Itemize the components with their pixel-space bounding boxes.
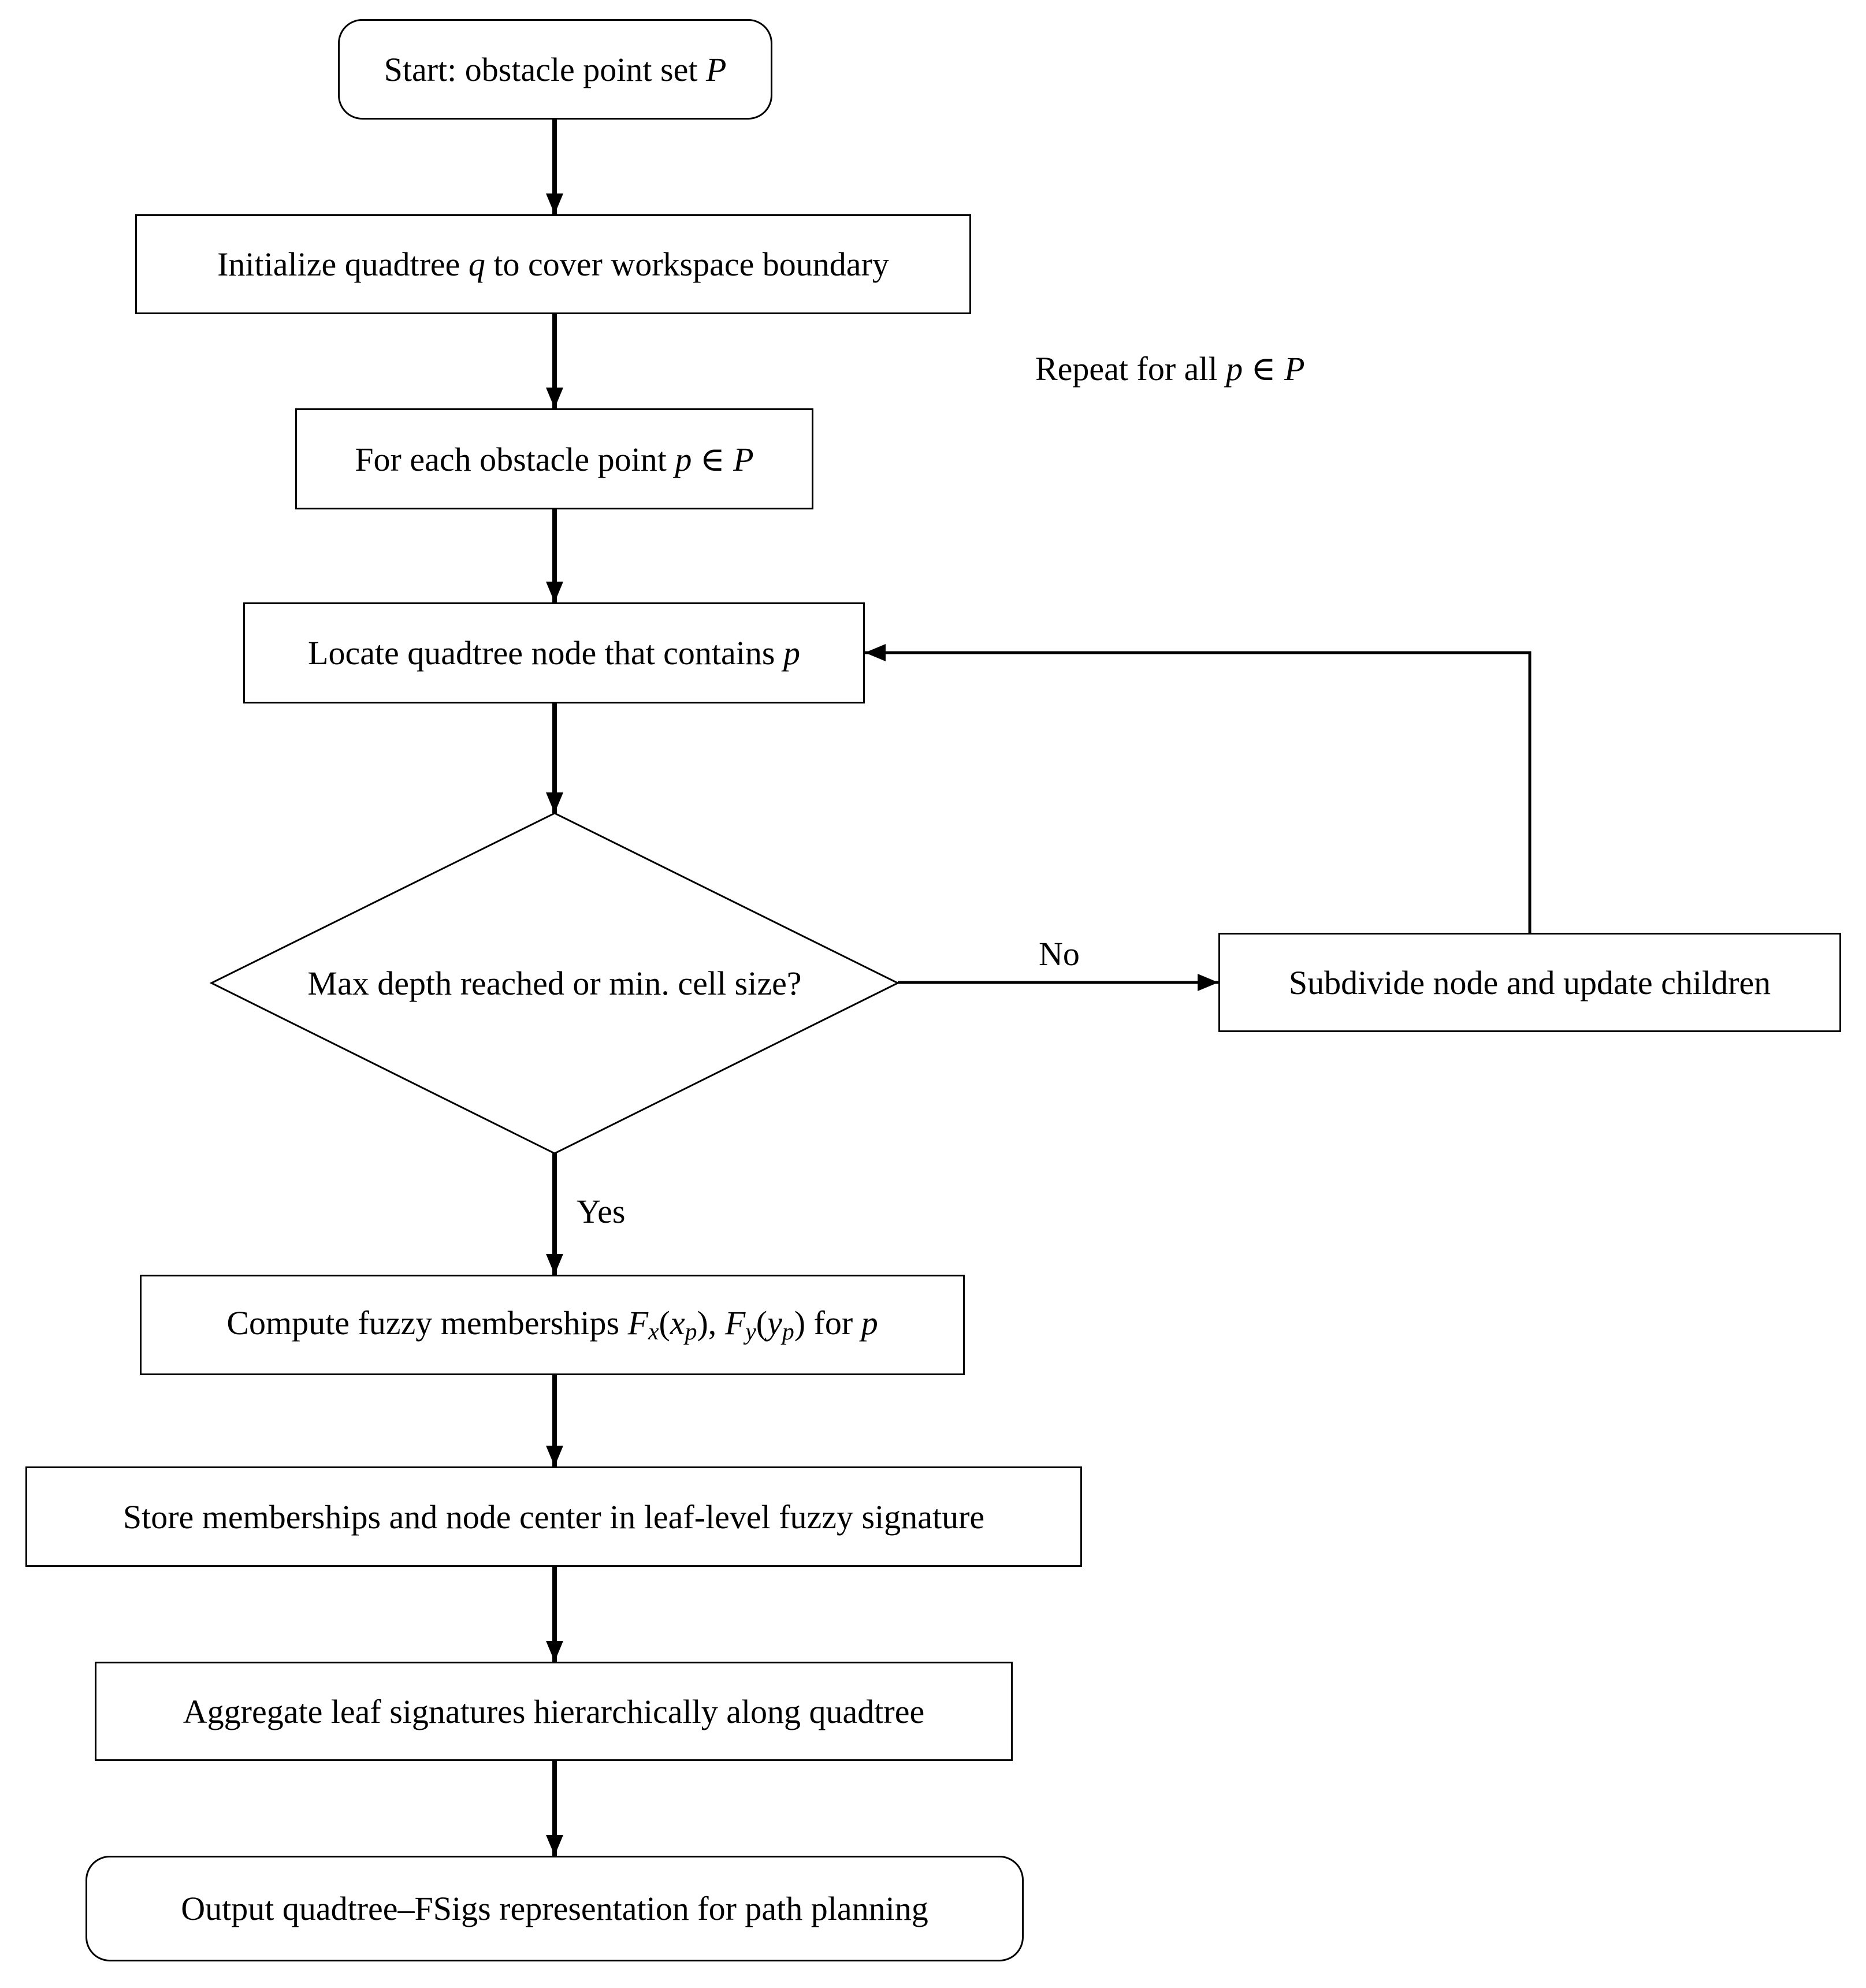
- node-decision-max-depth-label: Max depth reached or min. cell size?: [307, 965, 802, 1002]
- node-for-each-obstacle-point-label: For each obstacle point p ∈ P: [355, 440, 754, 478]
- node-store-memberships: [25, 1466, 1082, 1567]
- node-output-label: Output quadtree–FSigs representation for path planning: [181, 1890, 928, 1927]
- node-decision-max-depth: [211, 813, 898, 1153]
- node-aggregate-leaf-signatures: [95, 1662, 1013, 1761]
- node-output: [86, 1856, 1024, 1961]
- node-start: [338, 19, 772, 120]
- node-compute-fuzzy-memberships: [140, 1275, 965, 1375]
- node-initialize-quadtree-label: Initialize quadtree q to cover workspace boundary: [217, 245, 889, 283]
- node-start-label: Start: obstacle point set P: [384, 50, 727, 88]
- label-no: No: [1039, 935, 1080, 973]
- node-initialize-quadtree: [135, 214, 971, 314]
- label-repeat-for-all: Repeat for all p ∈ P: [1035, 350, 1305, 388]
- node-store-memberships-label: Store memberships and node center in leaf-level fuzzy signature: [122, 1498, 985, 1536]
- node-subdivide-label: Subdivide node and update children: [1288, 963, 1771, 1002]
- node-for-each-obstacle-point: [295, 408, 813, 509]
- node-compute-fuzzy-memberships-label: Compute fuzzy memberships Fx(xp), Fy(yp) for p: [226, 1304, 878, 1346]
- edge-subdivide-back-to-locate: [865, 653, 1530, 933]
- node-subdivide: [1218, 933, 1841, 1032]
- node-locate-quadtree-node-label: Locate quadtree node that contains p: [308, 634, 800, 672]
- label-yes: Yes: [577, 1193, 626, 1230]
- node-aggregate-leaf-signatures-label: Aggregate leaf signatures hierarchically along quadtree: [183, 1692, 925, 1730]
- node-locate-quadtree-node: [243, 602, 865, 703]
